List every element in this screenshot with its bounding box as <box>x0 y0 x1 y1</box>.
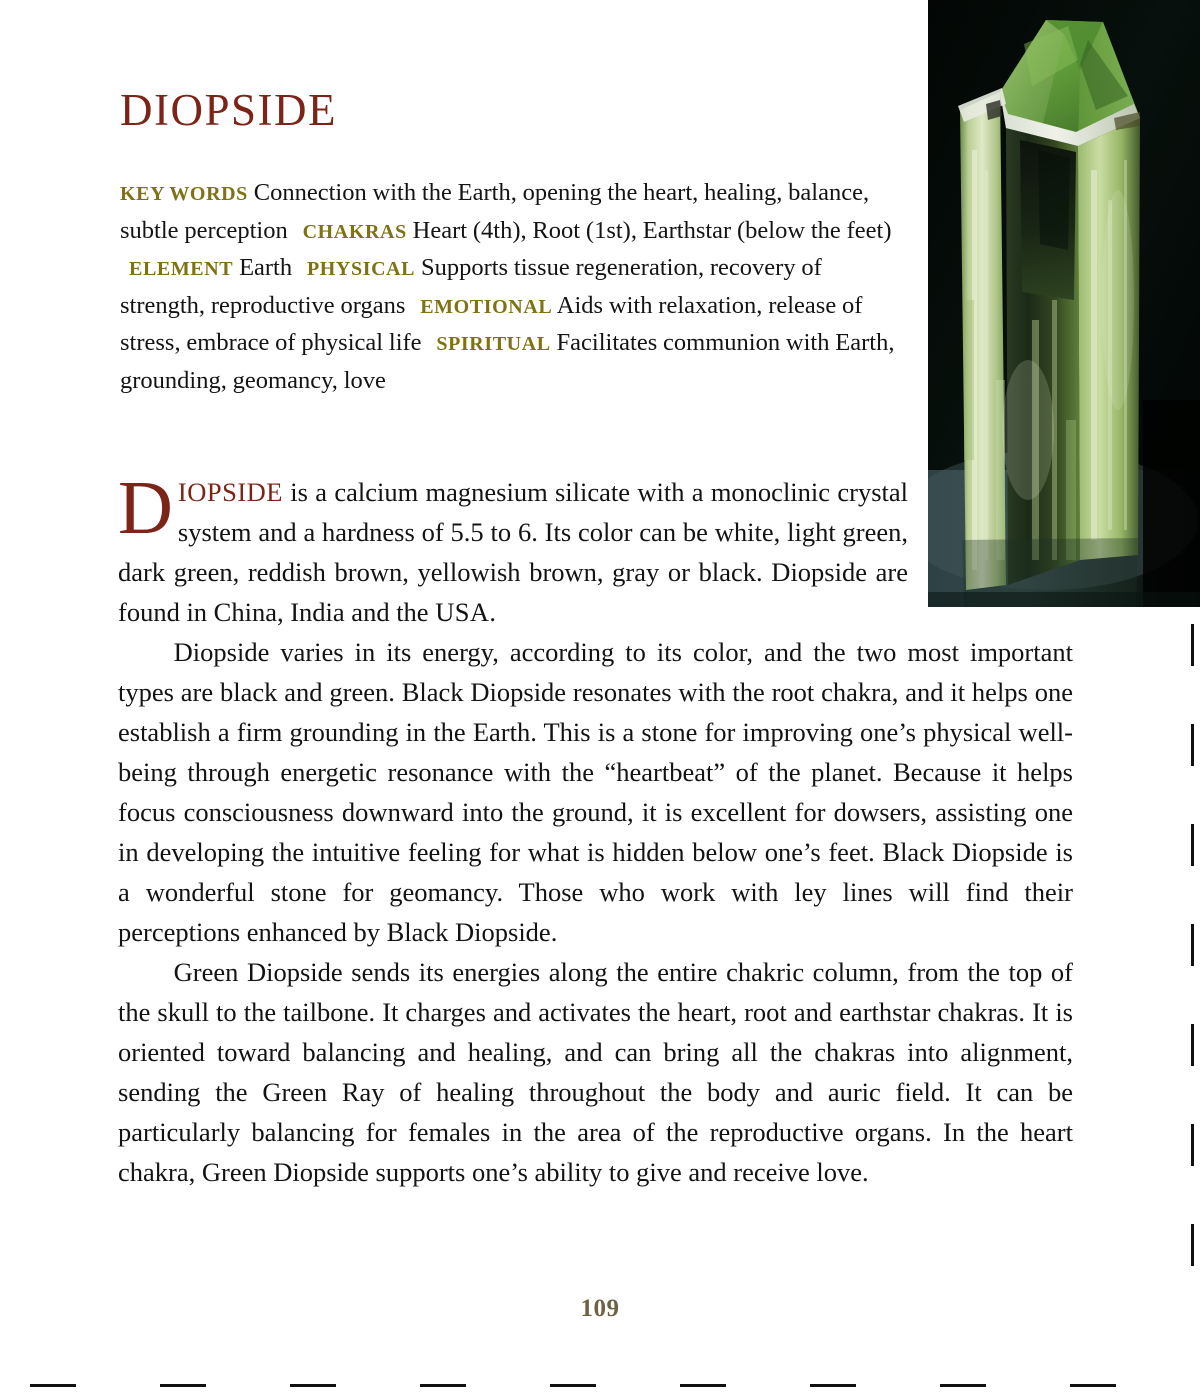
intro-text-b: . <box>489 597 497 627</box>
keywords-label-physical: PHYSICAL <box>306 258 416 280</box>
keywords-text-spiritual: Facilitates communion with Earth, grounding, geomancy, love <box>120 329 895 394</box>
scan-crop-marks-bottom <box>0 1384 1200 1389</box>
keywords-label-chakras: CHAKRAS <box>302 220 407 243</box>
keywords-label-key-words: KEY WORDS <box>120 183 248 205</box>
paragraph-black-diopside: Diopside varies in its energy, according to its color, and the two most important types are black and green. Black Diopside resonates with the root chakra, and it helps one establish a firm grounding in the Earth. This is a stone for improving one’s physical well-being through energetic resonance with the “heartbeat” of the planet. Because it helps focus consciousness downward into the ground, it is excellent for dowsers, assisting one in developing the intuitive feeling for what is hidden below one’s feet. Black Diopside is a wonderful stone for geomancy. Those who work with ley lines will find their perceptions enhanced by Black Diopside. <box>118 637 1073 947</box>
paragraph-intro <box>118 466 908 632</box>
keywords-label-emotional: EMOTIONAL <box>420 295 553 318</box>
page-title: DIOPSIDE <box>120 85 338 135</box>
keywords-label-spiritual: SPIRITUAL <box>436 333 551 355</box>
page-number: 109 <box>580 1295 620 1322</box>
body-column <box>118 466 1073 1192</box>
keywords-text-element: Earth <box>239 254 293 281</box>
drop-cap: D <box>118 466 173 550</box>
keywords-text-physical: Supports tissue regeneration, recovery of strength, reproductive organs <box>120 254 822 319</box>
keywords-label-element: ELEMENT <box>129 258 234 280</box>
intro-usa-abbrev: USA <box>435 597 490 627</box>
scan-crop-marks-right <box>1191 612 1197 1312</box>
intro-small-caps: IOPSIDE <box>177 477 283 507</box>
keywords-text-key-words: Connection with the Earth, opening the heart, healing, balance, subtle perception <box>120 179 870 244</box>
paragraph-green-diopside: Green Diopside sends its energies along the entire chakric column, from the top of the skull to the tailbone. It charges and activates the heart, root and earthstar chakras. It is oriented toward balancing and healing, and can bring all the chakras into alignment, sending the Green Ray of healing throughout the body and auric field. It can be particularly balancing for females in the area of the reproductive organs. In the heart chakra, Green Diopside supports one’s ability to give and receive love. <box>118 957 1073 1187</box>
keywords-text-chakras: Heart (4th), Root (1st), Earthstar (below the feet) <box>412 216 892 244</box>
keywords-block <box>120 175 898 399</box>
keywords-text-emotional: Aids with relaxation, release of stress, embrace of physical life <box>120 291 863 356</box>
intro-text-a: is a calcium magnesium silicate with a monoclinic crystal system and a hardness of 5.5 to 6. Its color can be white, light green, dark green, reddish brown, yellowish brown, gray or black. Diopside are found in China, India and the <box>118 477 908 627</box>
